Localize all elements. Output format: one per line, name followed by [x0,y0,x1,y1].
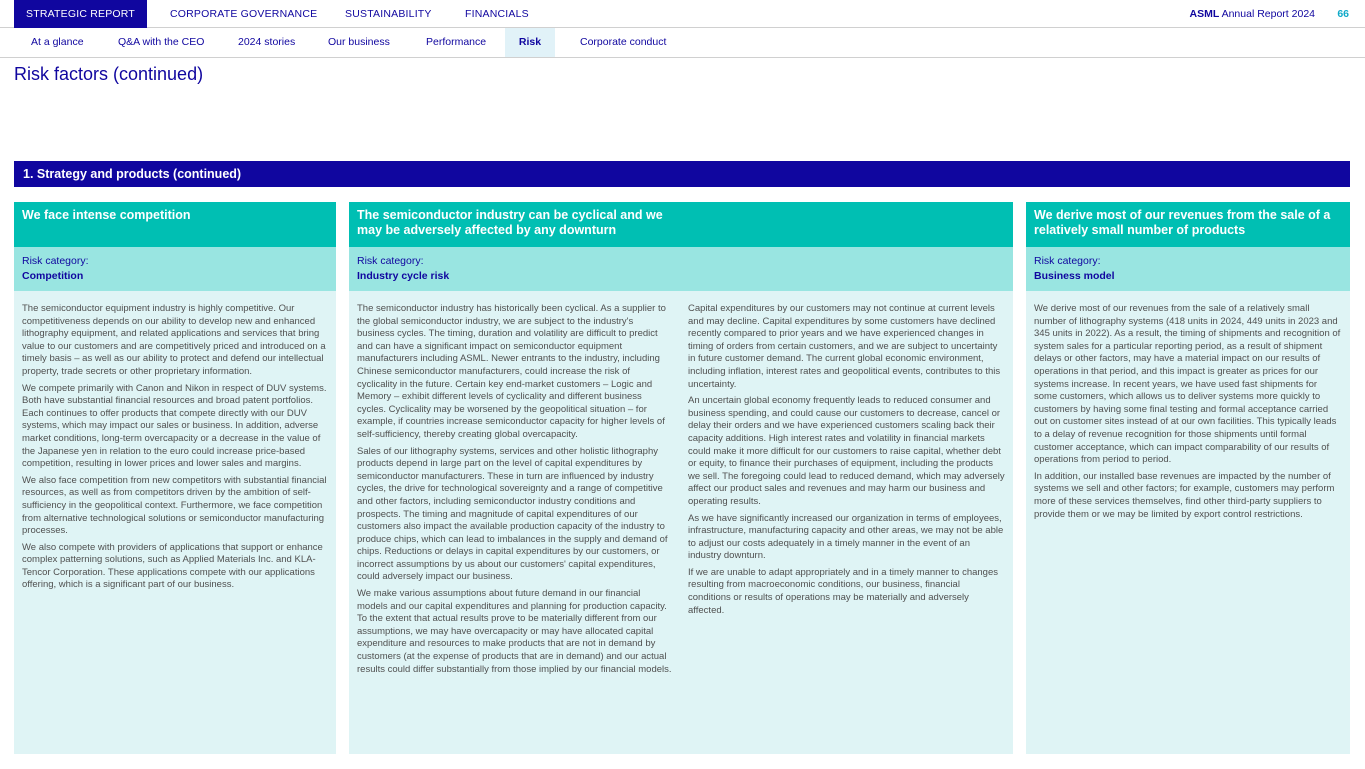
paragraph: In addition, our installed base revenues are impacted by the number of systems we sell and other factors; for example, customers may perform more of these services themselves, find other third-party suppliers to provide them or we may be limited by export control restrictions. [1034,470,1335,520]
brand-name: ASML [1189,8,1220,20]
top-nav [0,0,1365,28]
risk-category [349,247,1013,291]
paragraph: The semiconductor equipment industry is highly competitive. Our competitiveness depends on our ability to develop new and enhanced lithography equipment, and related applications and services that bring value to our customers and are competitively priced and introduced on a timely basis – as well as our ability to protect and defend our intellectual property, trade secrets or other proprietary information. [22,303,326,377]
report-title: Annual Report 2024 [1221,8,1315,20]
risk-card-title: We derive most of our revenues from the sale of a relatively small number of products [1026,202,1350,247]
risk-card-body [1026,291,1350,525]
paragraph: We also face competition from new competitors with substantial financial resources, as well as from competitors driven by the ambition of self-sufficiency in the geopolitical context. Furthermore, we face competition from alternative technological solutions or semiconductor manufacturing processes. [22,474,327,537]
subnav-performance[interactable]: Performance [426,36,487,48]
paragraph: We also compete with providers of applications that support or enhance complex patterning solutions, such as Applied Materials Inc. and KLA-Tencor Corporation. These applications compete with our applications offering, which is a significant part of our business. [22,541,323,591]
risk-category [14,247,336,291]
tab-financials[interactable]: FINANCIALS [465,8,529,20]
tab-corporate-governance[interactable]: CORPORATE GOVERNANCE [170,8,318,20]
risk-card-competition [14,202,336,754]
risk-category-label: Risk category: [1034,255,1101,267]
risk-category-label: Risk category: [357,255,424,267]
risk-category-value: Industry cycle risk [357,270,450,282]
page-number: 66 [1337,8,1349,20]
sub-nav [0,28,1365,58]
risk-card-business-model [1026,202,1350,754]
paragraph: As we have significantly increased our organization in terms of employees, infrastructure, manufacturing capacity and other areas, we may not be able to adjust our costs adequately in a timely manner in the event of an industry downturn. [688,512,1004,562]
risk-category-value: Competition [22,270,84,282]
paragraph: We make various assumptions about future demand in our financial models and our capital expenditures and planning for production capacity. To the extent that actual results prove to be materially different from our assumptions, we may have overcapacity or may have allocated capital expenditure and resources to make products that are not in demand by customers (at the expense of products that are in demand) and our actual results could differ substantially from those implied by our financial models. [357,588,672,675]
risk-card-body [349,291,1013,680]
subnav-our-business[interactable]: Our business [328,36,390,48]
text-column [22,303,328,596]
paragraph: An uncertain global economy frequently leads to reduced consumer and business spending, and could cause our customers to decrease, cancel or delay their orders and we have experienced customers scaling back their capacity additions. High interest rates and volatility in financial markets could make it more difficult for our customers to raise capital, whether debt or equity, to finance their purchases of equipment, including the products we sell. The foregoing could lead to reduced demand, which may adversely affect our product sales and revenues and may harm our business and operating results. [688,395,1005,507]
text-column [1034,303,1342,525]
risk-category-label: Risk category: [22,255,89,267]
report-brand [1190,0,1316,28]
tab-strategic-report[interactable]: STRATEGIC REPORT [14,0,147,28]
subnav-qa-with-ceo[interactable]: Q&A with the CEO [118,36,205,48]
subnav-risk[interactable]: Risk [505,28,555,57]
risk-card-industry-cycle [349,202,1013,754]
section-title: 1. Strategy and products (continued) [14,161,1350,187]
subnav-corporate-conduct[interactable]: Corporate conduct [580,36,667,48]
paragraph: Capital expenditures by our customers may not continue at current levels and may decline. Capital expenditures by some customers have declined recently compared to prior years and we have experienced changes in timing of orders from certain customers, and we are subject to uncertainty in future customer demand. The current global economic environment, including inflation, interest rates and geopolitical events, contributes to this uncertainty. [688,303,1001,390]
tab-sustainability[interactable]: SUSTAINABILITY [345,8,432,20]
paragraph: The semiconductor industry has historically been cyclical. As a supplier to the global semiconductor industry, we are subject to the industry's business cycles. The timing, duration and volatility are difficult to predict and can have a significant impact on semiconductor equipment manufacturers including ASML. Newer entrants to the industry, including Chinese semiconductor manufacturers, could increase the risk of cyclicality in the future. Certain key end-market customers – Logic and Memory – exhibit different levels of cyclicality and different business cycles. Cyclicality may be worsened by the geopolitical situation – for example, if countries increase semiconductor capacity for higher levels of self-sufficiency, thereby creating global overcapacity. [357,303,666,440]
risk-card-title: We face intense competition [14,202,336,247]
paragraph: Sales of our lithography systems, services and other holistic lithography products depend in large part on the level of capital expenditures by semiconductor manufacturers. These in turn are influenced by industry cycles, the drive for technological sovereignty and a range of competitive and other factors, including semiconductor industry conditions and prospects. The timing and magnitude of capital expenditures of our customers also impact the available production capacity of the industry to produce chips, which can lead to imbalances in the supply and demand of chips. Reductions or delays in capital expenditures by our customers, or incorrect assumptions by us about our customers' capital expenditures, could adversely impact our business. [357,445,668,583]
risk-card-title: The semiconductor industry can be cyclical and we may be adversely affected by any downturn [349,202,1013,247]
risk-card-body [14,291,336,596]
page-title: Risk factors (continued) [14,64,204,84]
risk-category [1026,247,1350,291]
subnav-at-a-glance[interactable]: At a glance [31,36,84,48]
text-column [688,303,1005,680]
text-column [357,303,672,680]
paragraph: We compete primarily with Canon and Nikon in respect of DUV systems. Both have substantial financial resources and broad patent portfolios. Each continues to offer products that compete directly with our DUV systems, which may impact our sales or business. In addition, adverse market conditions, long-term overcapacity or a decrease in the value of the Japanese yen in relation to the euro could increase price-based competition, resulting in lower prices and lower sales and margins. [22,382,327,470]
paragraph: We derive most of our revenues from the sale of a relatively small number of lithography systems (418 units in 2024, 449 units in 2023 and 345 units in 2022). As a result, the timing of shipments and recognition of system sales for a particular reporting period, as a result of shipment delays or other factors, may have a material impact on our results of operations in that period, and this impact is greater as prices for our systems increase. In recent years, we have used fast shipments for some customers, which allows us to deliver systems more quickly to customers by having some final testing and formal acceptance carried out on customer sites instead of at our own facilities. This typically leads to a delay of revenue recognition for those shipments until formal customer acceptance, which can impact comparability of our results of operations from period to period. [1034,303,1341,466]
paragraph: If we are unable to adapt appropriately and in a timely manner to changes resulting from macroeconomic conditions, our business, financial conditions or results of operations may be materially and adversely affected. [688,566,998,616]
subnav-2024-stories[interactable]: 2024 stories [238,36,296,48]
risk-category-value: Business model [1034,270,1115,282]
